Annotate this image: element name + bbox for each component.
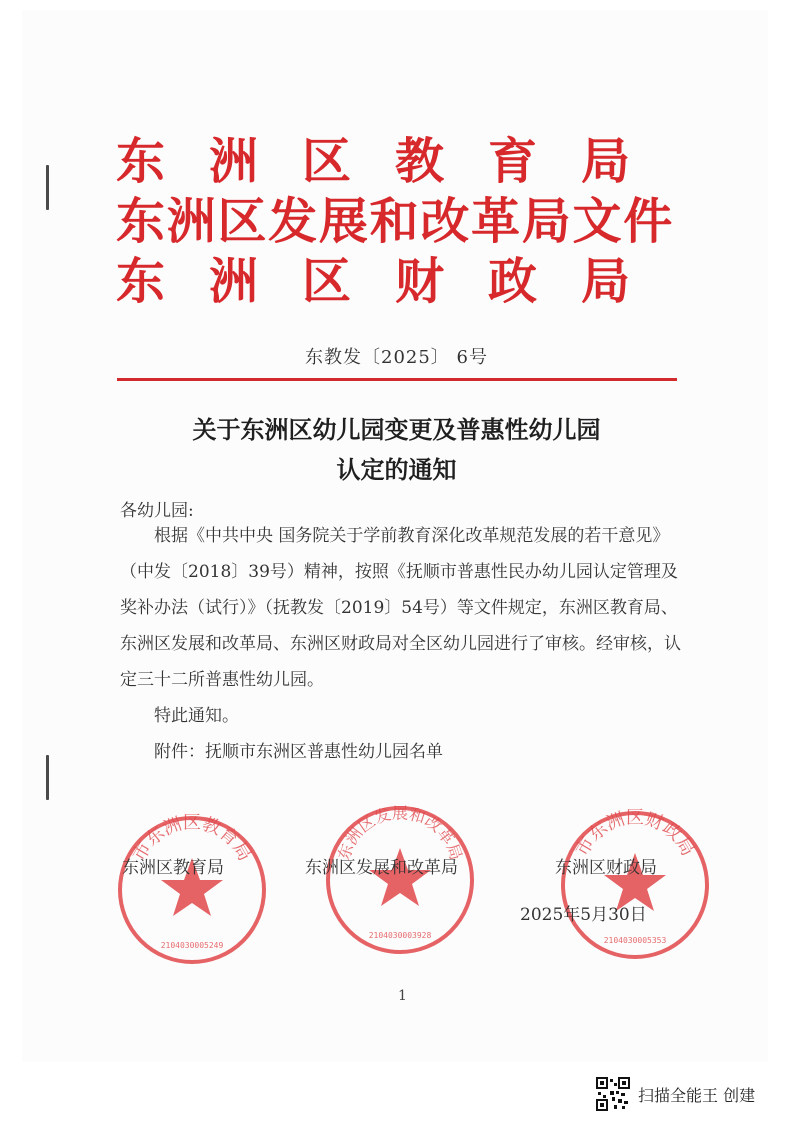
header-char: 洲 (166, 192, 216, 250)
body-paragraph: 根据《中共中央 国务院关于学前教育深化改革规范发展的若干意见》（中发〔2018〕39号）精神，按照《抚顺市普惠性民办幼儿园认定管理及奖补办法（试行）》（抚教发〔2019〕54号）等文件规定，东洲区教育局、东洲区发展和改革局、东洲区财政局对全区幼儿园进行了审核。经审核，认定三十二所普惠性幼儿园。 (120, 526, 681, 690)
header-line-education-bureau (116, 130, 696, 192)
seal-development-text: 东洲区发展和改革局 (334, 803, 466, 863)
header-line-finance-bureau (116, 250, 696, 312)
header-char: 改 (420, 192, 470, 250)
header-char: 革 (471, 192, 521, 250)
header-char: 洲 (209, 252, 259, 310)
header-char: 发 (268, 192, 318, 250)
header-char: 件 (623, 192, 673, 250)
header-char: 和 (369, 192, 419, 250)
header-char: 展 (318, 192, 368, 250)
attachment-line: 附件：抚顺市东洲区普惠性幼儿园名单 (154, 742, 443, 762)
body-text (120, 518, 690, 770)
signatory-development-reform-bureau: 东洲区发展和改革局 (305, 858, 458, 878)
svg-text:市东洲区财政局 (572, 808, 698, 860)
header-char: 育 (488, 132, 538, 190)
header-char: 文 (572, 192, 622, 250)
header-char: 局 (581, 132, 631, 190)
notice-line: 特此通知。 (154, 706, 239, 726)
header-char: 财 (395, 252, 445, 310)
scanner-brand-text: 扫描全能王 创建 (638, 1085, 756, 1105)
seal-development-reform-bureau (320, 800, 480, 960)
header-char: 东 (116, 132, 166, 190)
header-char: 政 (488, 252, 538, 310)
qr-code-icon (596, 1077, 630, 1111)
issue-date: 2025年5月30日 (520, 905, 647, 925)
header-char: 区 (302, 132, 352, 190)
document-number: 东教发〔2025〕 6号 (305, 347, 488, 368)
seal-education-bureau (112, 810, 272, 970)
seal-finance-number: 2104030005353 (603, 936, 667, 945)
header-line-development-reform-bureau (116, 190, 696, 252)
scan-edge-mark-bottom (46, 755, 49, 800)
red-divider (117, 378, 677, 381)
scanner-watermark (596, 1075, 755, 1113)
header-char: 局 (521, 192, 571, 250)
seal-education-number: 2104030005249 (160, 941, 224, 950)
signatory-finance-bureau: 东洲区财政局 (555, 858, 657, 878)
seal-finance-bureau (555, 805, 715, 965)
header-char: 东 (116, 252, 166, 310)
header-char: 局 (581, 252, 631, 310)
header-char: 区 (302, 252, 352, 310)
scan-edge-mark-top (46, 165, 49, 210)
header-char: 区 (217, 192, 267, 250)
salutation: 各幼儿园: (120, 501, 194, 521)
page-number: 1 (398, 988, 407, 1004)
seal-education-text: 市东洲区教育局 (128, 812, 256, 865)
document-title-line2: 认定的通知 (336, 456, 457, 484)
header-char: 教 (395, 132, 445, 190)
seal-finance-text: 市东洲区财政局 (571, 807, 699, 860)
header-char: 东 (116, 192, 166, 250)
header-char: 洲 (209, 132, 259, 190)
document-title-line1: 关于东洲区幼儿园变更及普惠性幼儿园 (192, 416, 601, 444)
signatory-education-bureau: 东洲区教育局 (122, 858, 224, 878)
seal-development-number: 2104030003928 (368, 931, 432, 940)
